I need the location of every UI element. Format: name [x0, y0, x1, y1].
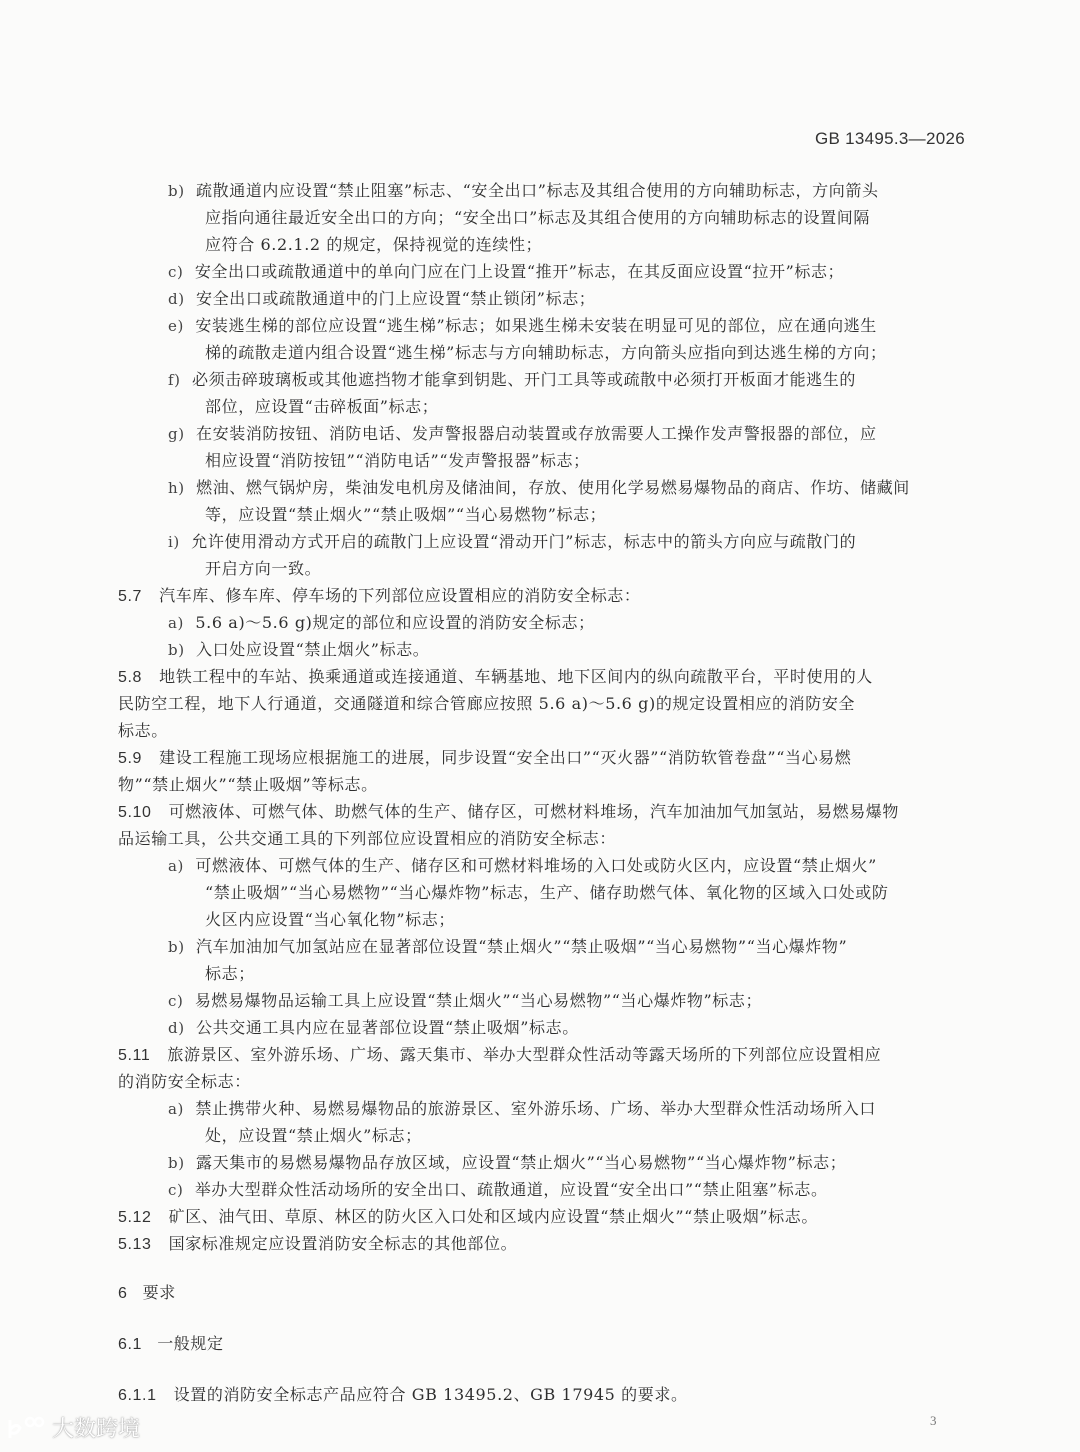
clause-text: 可燃液体、可燃气体、助燃气体的生产、储存区，可燃材料堆场，汽车加油加气加氢站，易燃易爆物	[168, 802, 900, 821]
clause-continuation-line	[205, 910, 455, 930]
page-number: 3	[930, 1413, 937, 1428]
subsection-title: 一般规定	[157, 1336, 224, 1353]
section-title: 要求	[142, 1285, 176, 1302]
clause-marker: d)	[168, 290, 185, 308]
clause-text: 汽车加油加气加氢站应在显著部位设置“禁止烟火”“禁止吸烟”“当心易燃物”“当心爆炸物”	[196, 937, 848, 956]
clause-text: 建设工程施工现场应根据施工的进展，同步设置“安全出口”“灭火器”“消防软管卷盘”“当心易燃	[159, 748, 852, 767]
clause-continuation-line	[118, 775, 378, 795]
section-6-heading	[118, 1284, 176, 1304]
watermark-logo-icon	[6, 1414, 46, 1442]
clause-6-1-1	[118, 1385, 688, 1406]
clause-line	[118, 1045, 881, 1066]
clause-text: 应符合 6.2.1.2 的规定，保持视觉的连续性；	[205, 235, 543, 254]
clause-text: 处，应设置“禁止烟火”标志；	[205, 1126, 422, 1145]
clause-text: 5.6 a)～5.6 g)规定的部位和应设置的消防安全标志；	[195, 613, 595, 632]
clause-marker: 5.8	[118, 669, 143, 686]
clause-text: 梯的疏散走道内组合设置“逃生梯”标志与方向辅助标志，方向箭头应指向到达逃生梯的方向；	[205, 343, 887, 362]
clause-continuation-line	[118, 829, 616, 849]
clause-marker: 5.7	[118, 588, 143, 605]
clause-marker: b)	[168, 182, 185, 200]
clause-line	[118, 748, 851, 769]
subsection-number: 6.1	[118, 1336, 143, 1353]
clause-text: 安全出口或疏散通道中的单向门应在门上设置“推开”标志，在其反面应设置“拉开”标志；	[194, 262, 845, 281]
clause-text: 设置的消防安全标志产品应符合 GB 13495.2、GB 17945 的要求。	[173, 1385, 688, 1404]
clause-marker: g)	[168, 425, 185, 443]
clause-text: 标志。	[118, 721, 168, 740]
clause-line	[168, 1180, 828, 1200]
clause-continuation-line	[205, 964, 255, 984]
clause-marker: d)	[168, 1019, 185, 1037]
clause-text: 易燃易爆物品运输工具上应设置“禁止烟火”“当心易燃物”“当心爆炸物”标志；	[194, 991, 763, 1010]
clause-marker: 5.10	[118, 804, 152, 821]
clause-text: 物”“禁止烟火”“禁止吸烟”等标志。	[118, 775, 378, 794]
clause-line	[118, 667, 873, 688]
clause-text: 可燃液体、可燃气体的生产、储存区和可燃材料堆场的入口处或防火区内，应设置“禁止烟火”	[195, 856, 877, 875]
clause-marker: b)	[168, 1154, 185, 1172]
clause-continuation-line	[118, 721, 168, 741]
clause-marker: 5.9	[118, 750, 143, 767]
section-number: 6	[118, 1285, 128, 1302]
clause-line	[168, 1018, 579, 1038]
clause-line	[168, 532, 856, 552]
clause-text: 汽车库、修车库、停车场的下列部位应设置相应的消防安全标志：	[159, 586, 641, 605]
clause-continuation-line	[118, 1072, 251, 1092]
clause-continuation-line	[205, 397, 438, 417]
clause-marker: e)	[168, 317, 184, 335]
clause-line	[118, 586, 641, 607]
clause-marker: a)	[168, 857, 184, 875]
clause-continuation-line	[205, 235, 542, 255]
clause-text: 必须击碎玻璃板或其他遮挡物才能拿到钥匙、开门工具等或疏散中必须打开板面才能逃生的	[191, 370, 856, 389]
clause-text: 燃油、燃气锅炉房，柴油发电机房及储油间，存放、使用化学易燃易爆物品的商店、作坊、储藏间	[196, 478, 910, 497]
clause-text: 国家标准规定应设置消防安全标志的其他部位。	[168, 1234, 518, 1253]
clause-marker: c)	[168, 263, 184, 281]
clause-continuation-line	[205, 505, 606, 525]
clause-line	[118, 1207, 818, 1228]
clause-line	[168, 856, 877, 876]
clause-text: 在安装消防按钮、消防电话、发声警报器启动装置或存放需要人工操作发声警报器的部位，应	[196, 424, 877, 443]
clause-line	[168, 316, 877, 336]
clause-text: 品运输工具，公共交通工具的下列部位应设置相应的消防安全标志：	[118, 829, 617, 848]
clause-line	[168, 937, 847, 957]
clause-text: 禁止携带火种、易燃易爆物品的旅游景区、室外游乐场、广场、举办大型群众性活动场所入口	[195, 1099, 876, 1118]
clause-marker: 5.13	[118, 1236, 152, 1253]
clause-text: 火区内应设置“当心氧化物”标志；	[205, 910, 455, 929]
clause-line	[168, 478, 910, 498]
clause-continuation-line	[205, 451, 590, 471]
clause-line	[168, 181, 879, 201]
clause-text: 疏散通道内应设置“禁止阻塞”标志、“安全出口”标志及其组合使用的方向辅助标志，方向箭头	[196, 181, 879, 200]
clause-line	[118, 1234, 517, 1255]
clause-line	[118, 802, 899, 823]
clause-marker: a)	[168, 614, 184, 632]
clause-line	[168, 991, 762, 1011]
clause-text: 的消防安全标志：	[118, 1072, 251, 1091]
clause-marker: i)	[168, 533, 180, 551]
clause-marker: b)	[168, 641, 185, 659]
clause-continuation-line	[205, 343, 887, 363]
clause-text: 矿区、油气田、草原、林区的防火区入口处和区域内应设置“禁止烟火”“禁止吸烟”标志。	[168, 1207, 818, 1226]
clause-line	[168, 1153, 846, 1173]
clause-line	[168, 370, 856, 390]
clause-marker: 5.11	[118, 1047, 151, 1064]
clause-text: 举办大型群众性活动场所的安全出口、疏散通道，应设置“安全出口”“禁止阻塞”标志。	[194, 1180, 828, 1199]
clause-text: 地铁工程中的车站、换乘通道或连接通道、车辆基地、地下区间内的纵向疏散平台，平时使用的人	[159, 667, 873, 686]
clause-continuation-line	[205, 883, 888, 903]
clause-text: 部位，应设置“击碎板面”标志；	[205, 397, 439, 416]
clause-marker: f)	[168, 371, 181, 389]
clause-text: 应指向通往最近安全出口的方向；“安全出口”标志及其组合使用的方向辅助标志的设置间隔	[205, 208, 870, 227]
clause-text: 旅游景区、室外游乐场、广场、露天集市、举办大型群众性活动等露天场所的下列部位应设置相应	[167, 1045, 882, 1064]
clause-number: 6.1.1	[118, 1387, 157, 1404]
clause-continuation-line	[205, 1126, 422, 1146]
clause-text: 等，应设置“禁止烟火”“禁止吸烟”“当心易燃物”标志；	[205, 505, 607, 524]
clause-line	[168, 424, 877, 444]
clause-continuation-line	[205, 559, 321, 579]
clause-line	[168, 640, 429, 660]
clause-text: 露天集市的易燃易爆物品存放区域，应设置“禁止烟火”“当心易燃物”“当心爆炸物”标志；	[196, 1153, 847, 1172]
clause-line	[168, 289, 595, 309]
watermark	[6, 1412, 140, 1443]
clause-text: 允许使用滑动方式开启的疏散门上应设置“滑动开门”标志，标志中的箭头方向应与疏散门的	[191, 532, 857, 551]
clause-text: 安装逃生梯的部位应设置“逃生梯”标志；如果逃生梯未安装在明显可见的部位，应在通向逃生	[195, 316, 877, 335]
clause-text: 开启方向一致。	[205, 559, 322, 578]
clause-text: 公共交通工具内应在显著部位设置“禁止吸烟”标志。	[196, 1018, 579, 1037]
clause-marker: b)	[168, 938, 185, 956]
clause-marker: 5.12	[118, 1209, 152, 1226]
clause-text: 相应设置“消防按钮”“消防电话”“发声警报器”标志；	[205, 451, 590, 470]
clause-text: 标志；	[205, 964, 255, 983]
clause-text: 安全出口或疏散通道中的门上应设置“禁止锁闭”标志；	[196, 289, 596, 308]
clause-continuation-line	[205, 208, 870, 228]
standard-code: GB 13495.3—2026	[814, 129, 965, 148]
watermark-text: 大数跨境	[52, 1417, 141, 1442]
clause-text: “禁止吸烟”“当心易燃物”“当心爆炸物”标志，生产、储存助燃气体、氧化物的区域入口处或防	[205, 883, 889, 902]
clause-text: 入口处应设置“禁止烟火”标志。	[196, 640, 430, 659]
clause-continuation-line	[118, 694, 855, 714]
clause-line	[168, 1099, 876, 1119]
clause-marker: h)	[168, 479, 185, 497]
clause-line	[168, 613, 595, 633]
clause-marker: a)	[168, 1100, 184, 1118]
clause-text: 民防空工程，地下人行通道，交通隧道和综合管廊应按照 5.6 a)～5.6 g)的规定设置相应的消防安全	[118, 694, 856, 713]
clause-line	[168, 262, 844, 282]
clause-marker: c)	[168, 992, 184, 1010]
clause-marker: c)	[168, 1181, 184, 1199]
subsection-6-1-heading	[118, 1335, 224, 1355]
